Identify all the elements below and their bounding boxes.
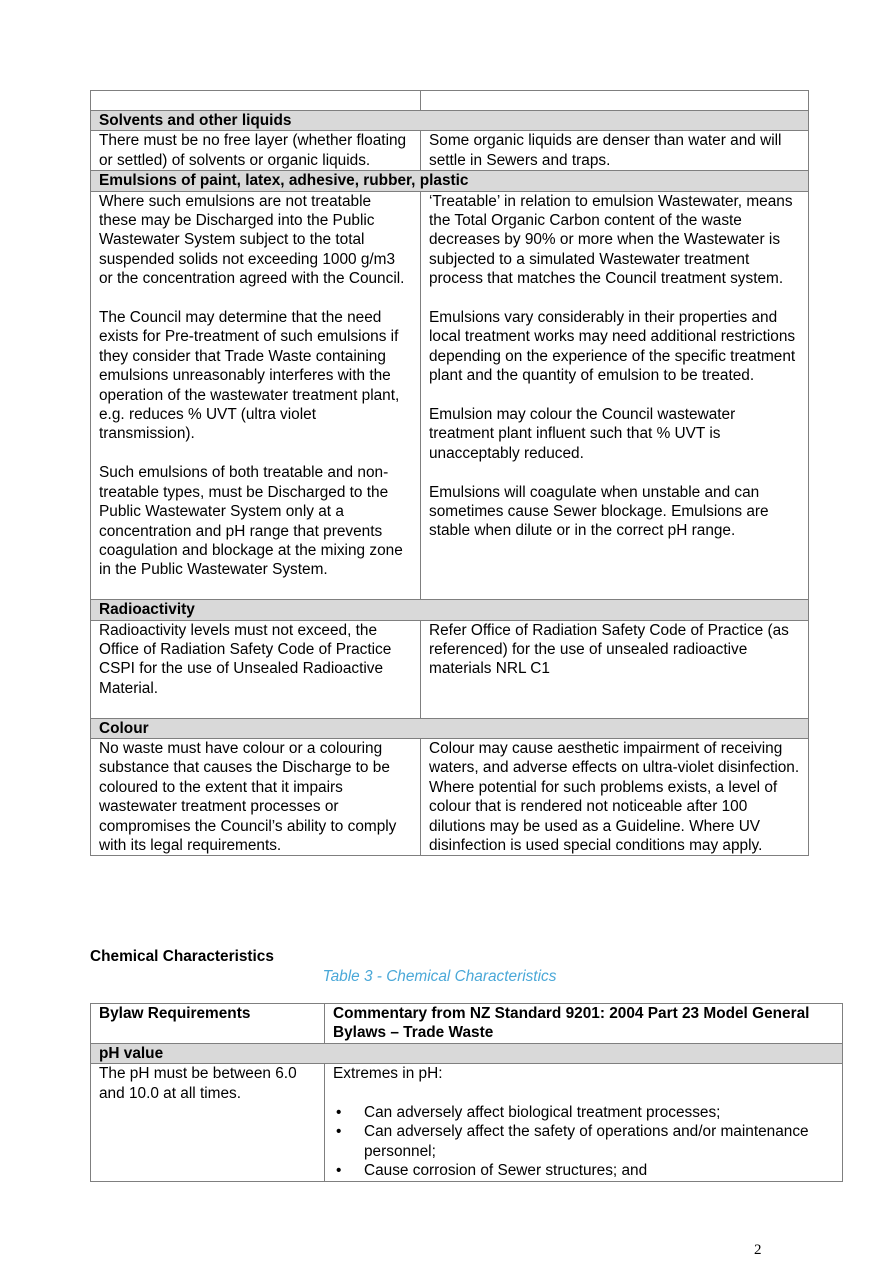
section-row-radioactivity	[91, 600, 809, 620]
section-row-ph	[91, 1043, 843, 1063]
section-title: pH value	[91, 1043, 843, 1063]
section-title: Radioactivity	[91, 600, 809, 620]
bullet-list	[333, 1103, 834, 1181]
table-header-row	[91, 1004, 843, 1044]
requirement-cell	[91, 191, 421, 599]
paragraph: Some organic liquids are denser than water and will settle in Sewers and traps.	[429, 132, 782, 169]
trade-waste-physical-table	[90, 90, 809, 856]
paragraph: Radioactivity levels must not exceed, the Office of Radiation Safety Code of Practice CSPI for the use of Unsealed Radioactive Material.	[99, 621, 392, 697]
table-header-row	[91, 91, 809, 111]
table-row	[91, 131, 809, 171]
commentary-cell	[325, 1064, 843, 1181]
paragraph: Such emulsions of both treatable and non-treatable types, must be Discharged to the Public Wastewater System only at a concentration and pH range that prevents coagulation and blockage at the mixing zone in the Public Wastewater System.	[99, 464, 403, 579]
table-row	[91, 620, 809, 718]
list-item: • Can adversely affect biological treatment processes;	[333, 1103, 834, 1122]
requirement-cell	[91, 738, 421, 855]
commentary-cell	[421, 191, 809, 599]
commentary-cell	[421, 738, 809, 855]
requirement-cell	[91, 1064, 325, 1181]
paragraph: No waste must have colour or a colouring substance that causes the Discharge to be coloured to the extent that it impairs wastewater treatment processes or compromises the Council’s ability to comply with its legal requirements.	[99, 739, 397, 854]
section-title: Colour	[91, 718, 809, 738]
list-item: • Can adversely affect the safety of operations and/or maintenance personnel;	[333, 1122, 834, 1161]
paragraph: There must be no free layer (whether floating or settled) of solvents or organic liquids.	[99, 132, 407, 169]
empty-header-cell	[91, 91, 421, 111]
table-row	[91, 191, 809, 599]
section-row-solvents	[91, 111, 809, 131]
paragraph: Emulsion may colour the Council wastewater treatment plant influent such that % UVT is unacceptably reduced.	[429, 406, 736, 462]
paragraph: Colour may cause aesthetic impairment of receiving waters, and adverse effects on ultra-violet disinfection. Where potential for such problems exists, a level of colour that is rendered not noticeable after 100 dilutions may be used as a Guideline. Where UV disinfection is used special conditions may apply.	[429, 739, 800, 854]
requirement-cell	[91, 131, 421, 171]
section-heading: Chemical Characteristics	[90, 948, 274, 965]
section-title: Emulsions of paint, latex, adhesive, rubber, plastic	[91, 171, 809, 191]
page-number: 2	[754, 1242, 762, 1258]
table-row	[91, 738, 809, 855]
list-item: • Cause corrosion of Sewer structures; and	[333, 1161, 834, 1180]
paragraph: Extremes in pH:	[333, 1065, 443, 1083]
section-row-colour	[91, 718, 809, 738]
paragraph: The Council may determine that the need exists for Pre-treatment of such emulsions if they consider that Trade Waste containing emulsions unreasonably interferes with the operation of the wastewater treatment plant, e.g. reduces % UVT (ultra violet transmission).	[99, 309, 400, 443]
paragraph: ‘Treatable’ in relation to emulsion Wastewater, means the Total Organic Carbon content of the waste decreases by 90% or more when the Wastewater is subjected to a simulated Wastewater treatment process that matches the Council treatment system.	[429, 192, 793, 288]
commentary-cell	[421, 620, 809, 718]
paragraph: Refer Office of Radiation Safety Code of Practice (as referenced) for the use of unsealed radioactive materials NRL C1	[429, 621, 789, 678]
section-row-emulsions	[91, 171, 809, 191]
section-title: Solvents and other liquids	[91, 111, 809, 131]
chemical-characteristics-table	[90, 1003, 843, 1182]
table-row	[91, 1064, 843, 1181]
empty-header-cell	[421, 91, 809, 111]
paragraph: Where such emulsions are not treatable these may be Discharged into the Public Wastewater System subject to the total suspended solids not exceeding 1000 g/m3 or the concentration agreed with the Council.	[99, 192, 405, 288]
table-caption: Table 3 - Chemical Characteristics	[322, 968, 557, 985]
header-cell-bylaw: Bylaw Requirements	[91, 1004, 325, 1044]
paragraph: Emulsions vary considerably in their properties and local treatment works may need additional restrictions depending on the experience of the specific treatment plant and the quantity of emulsion to be treated.	[429, 309, 796, 385]
paragraph: Emulsions will coagulate when unstable and can sometimes cause Sewer blockage. Emulsions are stable when dilute or in the correct pH range.	[429, 483, 769, 540]
commentary-cell	[421, 131, 809, 171]
requirement-cell	[91, 620, 421, 718]
paragraph: The pH must be between 6.0 and 10.0 at all times.	[99, 1065, 297, 1102]
header-cell-commentary: Commentary from NZ Standard 9201: 2004 Part 23 Model General Bylaws – Trade Waste	[325, 1004, 843, 1044]
